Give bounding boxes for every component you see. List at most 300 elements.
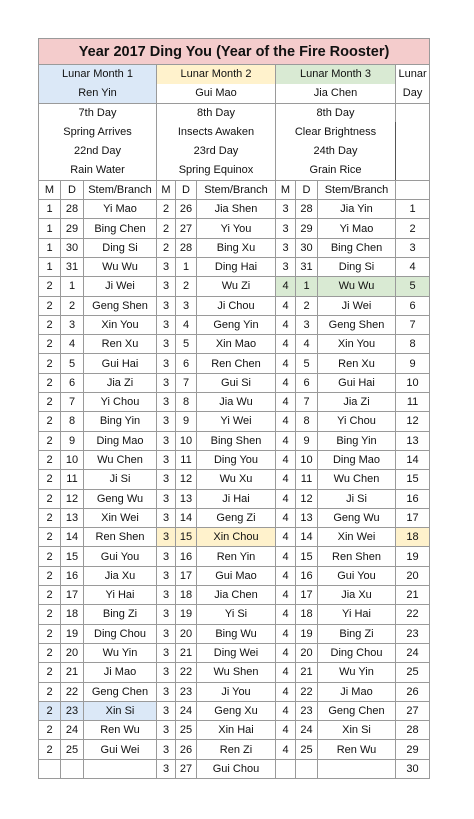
month-1-term2-name: Rain Water (39, 161, 157, 180)
month-2-day-cell: 18 (176, 586, 197, 605)
calendar-row (39, 643, 430, 662)
lunar-day-cell: 19 (396, 547, 430, 566)
calendar-row (39, 238, 430, 257)
month-3-month-cell: 4 (276, 663, 296, 682)
month-3-term1-name: Clear Brightness (276, 122, 396, 141)
month-2-day-cell: 1 (176, 257, 197, 276)
month-3-stem-branch-cell: Yi Hai (318, 605, 396, 624)
month-2-stem-branch-cell: Xin Chou (197, 528, 276, 547)
month-2-month-cell: 3 (157, 740, 176, 759)
month-1-stem-branch-cell: Ji Wei (84, 277, 157, 296)
month-1-stem-branch-cell: Jia Xu (84, 566, 157, 585)
month-2-stem-branch-cell: Ji Chou (197, 296, 276, 315)
month-2-day-cell: 16 (176, 547, 197, 566)
month-1-day-cell: 23 (61, 701, 84, 720)
month-2-stem-branch-cell: Xin Mao (197, 335, 276, 354)
month-2-day-cell: 27 (176, 759, 197, 778)
month-2-day-cell: 2 (176, 277, 197, 296)
month-1-stem-branch-cell: Bing Chen (84, 219, 157, 238)
month-3-col-sb: Stem/Branch (318, 180, 396, 199)
month-3-day-cell: 13 (296, 508, 318, 527)
month-3-month-cell: 4 (276, 721, 296, 740)
month-1-day-cell: 29 (61, 219, 84, 238)
month-1-day-cell: 12 (61, 489, 84, 508)
month-1-month-cell: 1 (39, 219, 61, 238)
month-2-day-cell: 12 (176, 470, 197, 489)
calendar-row (39, 566, 430, 585)
calendar-row (39, 663, 430, 682)
month-1-month-cell: 2 (39, 682, 61, 701)
month-1-month-cell: 2 (39, 566, 61, 585)
month-2-term1-name: Insects Awaken (157, 122, 276, 141)
month-2-month-cell: 3 (157, 296, 176, 315)
month-2-stem-branch-cell: Wu Zi (197, 277, 276, 296)
calendar-row (39, 721, 430, 740)
month-3-month-cell: 4 (276, 682, 296, 701)
month-1-stem-branch-cell: Ren Wu (84, 721, 157, 740)
month-1-day-cell: 3 (61, 315, 84, 334)
month-1-stem-branch-cell: Gui Wei (84, 740, 157, 759)
month-3-month-cell: 4 (276, 566, 296, 585)
month-3-stem-branch-cell: Geng Wu (318, 508, 396, 527)
month-3-month-cell: 4 (276, 296, 296, 315)
month-3-day-cell: 14 (296, 528, 318, 547)
month-2-col-m: M (157, 180, 176, 199)
month-2-day-cell: 4 (176, 315, 197, 334)
month-3-day-cell: 5 (296, 354, 318, 373)
month-1-month-cell: 2 (39, 508, 61, 527)
month-3-name: Lunar Month 3 (276, 65, 396, 84)
month-3-term1-day: 8th Day (276, 103, 396, 122)
calendar-row (39, 219, 430, 238)
month-1-month-cell: 2 (39, 315, 61, 334)
month-1-month-cell: 2 (39, 663, 61, 682)
month-2-month-cell: 3 (157, 566, 176, 585)
month-3-day-cell: 24 (296, 721, 318, 740)
month-2-stem-branch-cell: Ji You (197, 682, 276, 701)
month-2-day-cell: 26 (176, 200, 197, 219)
month-1-day-cell: 2 (61, 296, 84, 315)
month-2-day-cell: 7 (176, 373, 197, 392)
month-3-stem-branch-cell: Jia Zi (318, 393, 396, 412)
month-1-day-cell: 5 (61, 354, 84, 373)
month-2-day-cell: 24 (176, 701, 197, 720)
month-1-month-cell: 2 (39, 450, 61, 469)
lunar-day-col-header (396, 180, 430, 199)
month-2-month-cell: 3 (157, 470, 176, 489)
month-3-day-cell: 15 (296, 547, 318, 566)
month-1-day-cell: 14 (61, 528, 84, 547)
month-3-month-cell: 4 (276, 740, 296, 759)
calendar-row (39, 586, 430, 605)
calendar-row (39, 740, 430, 759)
month-3-stem-branch-cell: Ji Wei (318, 296, 396, 315)
month-1-stem-branch-cell: Yi Hai (84, 586, 157, 605)
page-title: Year 2017 Ding You (Year of the Fire Rooster) (39, 39, 430, 65)
month-2-day-cell: 9 (176, 412, 197, 431)
month-2-day-cell: 26 (176, 740, 197, 759)
month-1-day-cell: 16 (61, 566, 84, 585)
month-2-stem-branch-cell: Ding Hai (197, 257, 276, 276)
month-3-day-cell: 6 (296, 373, 318, 392)
month-1-stem-branch-cell: Jia Zi (84, 373, 157, 392)
month-2-day-cell: 13 (176, 489, 197, 508)
lunar-day-cell: 13 (396, 431, 430, 450)
month-2-day-cell: 21 (176, 643, 197, 662)
month-1-month-cell: 2 (39, 605, 61, 624)
month-2-month-cell: 3 (157, 257, 176, 276)
month-1-stem-branch-cell: Yi Mao (84, 200, 157, 219)
month-3-day-cell: 10 (296, 450, 318, 469)
month-2-day-cell: 25 (176, 721, 197, 740)
month-1-day-cell: 17 (61, 586, 84, 605)
month-2-day-cell: 10 (176, 431, 197, 450)
calendar-row (39, 315, 430, 334)
lunar-day-cell: 23 (396, 624, 430, 643)
month-1-month-cell: 2 (39, 701, 61, 720)
month-1-stem-branch-cell: Bing Yin (84, 412, 157, 431)
lunar-day-cell: 25 (396, 663, 430, 682)
month-2-month-cell: 3 (157, 315, 176, 334)
month-3-month-cell: 4 (276, 470, 296, 489)
calendar-row (39, 296, 430, 315)
month-1-day-cell: 31 (61, 257, 84, 276)
month-3-stem-branch-cell: Ding Chou (318, 643, 396, 662)
lunar-day-cell: 7 (396, 315, 430, 334)
month-2-day-cell: 15 (176, 528, 197, 547)
lunar-day-cell: 1 (396, 200, 430, 219)
month-3-month-cell: 4 (276, 624, 296, 643)
month-1-stem-branch-cell: Geng Wu (84, 489, 157, 508)
month-2-day-cell: 17 (176, 566, 197, 585)
month-2-month-cell: 3 (157, 354, 176, 373)
month-3-month-cell: 4 (276, 315, 296, 334)
month-1-col-sb: Stem/Branch (84, 180, 157, 199)
month-1-stem-branch-cell: Ding Chou (84, 624, 157, 643)
month-3-day-cell: 25 (296, 740, 318, 759)
month-3-stem-branch-cell: Ji Si (318, 489, 396, 508)
lunar-day-cell: 4 (396, 257, 430, 276)
calendar-row (39, 624, 430, 643)
month-2-month-cell: 3 (157, 373, 176, 392)
month-1-stem-branch-cell: Ren Xu (84, 335, 157, 354)
month-3-month-cell: 4 (276, 393, 296, 412)
month-3-month-cell: 4 (276, 701, 296, 720)
month-3-day-cell: 4 (296, 335, 318, 354)
month-2-month-cell: 3 (157, 759, 176, 778)
month-3-month-cell: 4 (276, 528, 296, 547)
calendar-row (39, 450, 430, 469)
month-3-stem-branch-cell: Yi Mao (318, 219, 396, 238)
month-1-month-cell: 2 (39, 624, 61, 643)
month-3-stem-branch-cell: Wu Wu (318, 277, 396, 296)
month-1-term1-day: 7th Day (39, 103, 157, 122)
month-1-month-cell: 2 (39, 296, 61, 315)
month-1-day-cell (61, 759, 84, 778)
calendar-row (39, 470, 430, 489)
month-2-month-cell: 3 (157, 624, 176, 643)
month-1-day-cell: 21 (61, 663, 84, 682)
lunar-day-cell: 15 (396, 470, 430, 489)
month-3-month-cell: 4 (276, 335, 296, 354)
month-3-day-cell: 30 (296, 238, 318, 257)
month-2-stem-branch-cell: Bing Shen (197, 431, 276, 450)
month-1-stem-branch-cell: Xin Wei (84, 508, 157, 527)
month-3-stem-branch-cell: Bing Zi (318, 624, 396, 643)
lunar-day-header-2: Day (396, 84, 430, 103)
lunar-day-cell: 6 (396, 296, 430, 315)
month-3-month-cell: 3 (276, 219, 296, 238)
lunar-day-cell: 2 (396, 219, 430, 238)
month-3-stem-branch-cell: Ren Wu (318, 740, 396, 759)
month-2-term2-day: 23rd Day (157, 142, 276, 161)
month-3-day-cell: 3 (296, 315, 318, 334)
lunar-day-cell: 3 (396, 238, 430, 257)
month-3-day-cell: 19 (296, 624, 318, 643)
month-3-stem-branch-cell (318, 759, 396, 778)
month-3-day-cell (296, 759, 318, 778)
month-1-month-cell: 2 (39, 277, 61, 296)
month-2-month-cell: 2 (157, 219, 176, 238)
month-1-month-cell: 2 (39, 354, 61, 373)
month-2-col-sb: Stem/Branch (197, 180, 276, 199)
month-1-stem-branch-cell: Ding Si (84, 238, 157, 257)
month-2-name: Lunar Month 2 (157, 65, 276, 84)
month-3-day-cell: 21 (296, 663, 318, 682)
month-3-month-cell: 3 (276, 238, 296, 257)
month-1-month-cell: 1 (39, 238, 61, 257)
month-3-month-cell: 4 (276, 431, 296, 450)
month-1-month-cell (39, 759, 61, 778)
month-1-col-m: M (39, 180, 61, 199)
lunar-day-cell: 20 (396, 566, 430, 585)
month-2-month-cell: 3 (157, 277, 176, 296)
lunar-day-cell: 29 (396, 740, 430, 759)
month-2-month-cell: 3 (157, 450, 176, 469)
month-2-month-cell: 2 (157, 200, 176, 219)
month-2-day-cell: 14 (176, 508, 197, 527)
month-1-day-cell: 18 (61, 605, 84, 624)
lunar-day-cell: 10 (396, 373, 430, 392)
month-3-stem-branch-cell: Ren Xu (318, 354, 396, 373)
calendar-row (39, 528, 430, 547)
month-1-stem-branch-cell (84, 759, 157, 778)
month-3-day-cell: 8 (296, 412, 318, 431)
month-3-col-m: M (276, 180, 296, 199)
month-1-day-cell: 24 (61, 721, 84, 740)
lunar-day-cell: 27 (396, 701, 430, 720)
month-2-month-cell: 3 (157, 547, 176, 566)
calendar-row (39, 759, 430, 778)
month-1-month-cell: 2 (39, 470, 61, 489)
month-2-month-cell: 3 (157, 701, 176, 720)
month-3-stem-branch-cell: Xin Si (318, 721, 396, 740)
month-3-month-cell: 4 (276, 412, 296, 431)
month-3-stem-branch-cell: Jia Xu (318, 586, 396, 605)
month-3-day-cell: 1 (296, 277, 318, 296)
month-1-month-cell: 2 (39, 431, 61, 450)
month-1-stem-branch-cell: Gui Hai (84, 354, 157, 373)
month-2-stem-branch-cell: Wu Shen (197, 663, 276, 682)
month-3-month-cell: 4 (276, 586, 296, 605)
month-2-day-cell: 5 (176, 335, 197, 354)
month-2-stem-branch-cell: Ding You (197, 450, 276, 469)
month-3-stem-branch-cell: Xin You (318, 335, 396, 354)
month-1-month-cell: 2 (39, 547, 61, 566)
calendar-row (39, 701, 430, 720)
month-3-stem-branch-cell: Wu Chen (318, 470, 396, 489)
lunar-day-cell: 22 (396, 605, 430, 624)
month-3-day-cell: 22 (296, 682, 318, 701)
lunar-day-cell: 8 (396, 335, 430, 354)
month-3-month-cell: 4 (276, 354, 296, 373)
month-3-stem-branch-cell: Gui You (318, 566, 396, 585)
month-2-stem-branch-cell: Xin Hai (197, 721, 276, 740)
month-3-day-cell: 20 (296, 643, 318, 662)
month-3-month-cell: 3 (276, 200, 296, 219)
month-2-month-cell: 3 (157, 508, 176, 527)
lunar-calendar-table (38, 38, 430, 779)
month-2-stem-branch-cell: Bing Wu (197, 624, 276, 643)
month-2-stem-branch-cell: Ren Chen (197, 354, 276, 373)
calendar-row (39, 547, 430, 566)
month-1-day-cell: 8 (61, 412, 84, 431)
month-2-stem-branch-cell: Gui Mao (197, 566, 276, 585)
month-1-stem-branch-cell: Wu Wu (84, 257, 157, 276)
month-1-month-cell: 2 (39, 528, 61, 547)
calendar-row (39, 393, 430, 412)
month-2-month-cell: 2 (157, 238, 176, 257)
month-2-month-cell: 3 (157, 489, 176, 508)
month-2-stem-branch-cell: Ding Wei (197, 643, 276, 662)
month-3-day-cell: 7 (296, 393, 318, 412)
month-3-month-cell: 4 (276, 277, 296, 296)
month-1-stem-branch-cell: Xin Si (84, 701, 157, 720)
month-1-day-cell: 25 (61, 740, 84, 759)
lunar-day-cell: 21 (396, 586, 430, 605)
month-1-stem-branch-cell: Yi Chou (84, 393, 157, 412)
month-3-day-cell: 23 (296, 701, 318, 720)
month-3-term2-name: Grain Rice (276, 161, 396, 180)
month-1-stem-branch-cell: Ding Mao (84, 431, 157, 450)
month-1-day-cell: 30 (61, 238, 84, 257)
calendar-row (39, 489, 430, 508)
month-3-day-cell: 11 (296, 470, 318, 489)
month-2-stem-branch: Gui Mao (157, 84, 276, 103)
lunar-day-spacer (396, 103, 430, 180)
month-1-month-cell: 2 (39, 373, 61, 392)
lunar-day-cell: 11 (396, 393, 430, 412)
calendar-row (39, 200, 430, 219)
calendar-row (39, 605, 430, 624)
month-1-month-cell: 1 (39, 257, 61, 276)
month-1-stem-branch-cell: Xin You (84, 315, 157, 334)
month-2-day-cell: 27 (176, 219, 197, 238)
month-1-term2-day: 22nd Day (39, 142, 157, 161)
month-2-stem-branch-cell: Geng Xu (197, 701, 276, 720)
month-3-stem-branch-cell: Gui Hai (318, 373, 396, 392)
month-1-day-cell: 22 (61, 682, 84, 701)
month-2-stem-branch-cell: Gui Si (197, 373, 276, 392)
month-2-day-cell: 3 (176, 296, 197, 315)
month-2-month-cell: 3 (157, 586, 176, 605)
month-1-month-cell: 1 (39, 200, 61, 219)
month-2-day-cell: 6 (176, 354, 197, 373)
month-3-day-cell: 9 (296, 431, 318, 450)
month-3-day-cell: 31 (296, 257, 318, 276)
lunar-day-cell: 17 (396, 508, 430, 527)
month-2-stem-branch-cell: Jia Shen (197, 200, 276, 219)
month-2-month-cell: 3 (157, 412, 176, 431)
month-3-month-cell: 4 (276, 450, 296, 469)
month-3-month-cell (276, 759, 296, 778)
month-3-month-cell: 4 (276, 373, 296, 392)
month-3-month-cell: 4 (276, 605, 296, 624)
month-3-month-cell: 4 (276, 643, 296, 662)
month-2-stem-branch-cell: Yi Wei (197, 412, 276, 431)
month-1-day-cell: 13 (61, 508, 84, 527)
lunar-day-cell: 18 (396, 528, 430, 547)
month-3-day-cell: 17 (296, 586, 318, 605)
month-3-day-cell: 12 (296, 489, 318, 508)
month-1-month-cell: 2 (39, 643, 61, 662)
lunar-day-header-1: Lunar (396, 65, 430, 84)
month-1-day-cell: 9 (61, 431, 84, 450)
month-2-stem-branch-cell: Yi You (197, 219, 276, 238)
month-2-month-cell: 3 (157, 682, 176, 701)
month-1-day-cell: 19 (61, 624, 84, 643)
month-1-stem-branch-cell: Ji Si (84, 470, 157, 489)
calendar-row (39, 354, 430, 373)
lunar-day-cell: 5 (396, 277, 430, 296)
month-3-stem-branch-cell: Ding Mao (318, 450, 396, 469)
month-3-stem-branch-cell: Ding Si (318, 257, 396, 276)
month-2-stem-branch-cell: Gui Chou (197, 759, 276, 778)
month-1-month-cell: 2 (39, 393, 61, 412)
calendar-row (39, 508, 430, 527)
month-3-stem-branch-cell: Jia Yin (318, 200, 396, 219)
month-2-col-d: D (176, 180, 197, 199)
month-3-month-cell: 4 (276, 508, 296, 527)
month-1-month-cell: 2 (39, 412, 61, 431)
calendar-row (39, 335, 430, 354)
month-2-stem-branch-cell: Yi Si (197, 605, 276, 624)
month-2-month-cell: 3 (157, 721, 176, 740)
month-1-stem-branch: Ren Yin (39, 84, 157, 103)
month-1-col-d: D (61, 180, 84, 199)
calendar-row (39, 257, 430, 276)
month-3-col-d: D (296, 180, 318, 199)
month-2-stem-branch-cell: Geng Zi (197, 508, 276, 527)
lunar-day-cell: 9 (396, 354, 430, 373)
lunar-day-cell: 16 (396, 489, 430, 508)
calendar-row (39, 277, 430, 296)
month-1-stem-branch-cell: Wu Chen (84, 450, 157, 469)
calendar-row (39, 682, 430, 701)
month-2-month-cell: 3 (157, 528, 176, 547)
month-1-day-cell: 11 (61, 470, 84, 489)
month-2-stem-branch-cell: Ji Hai (197, 489, 276, 508)
month-2-day-cell: 8 (176, 393, 197, 412)
month-1-stem-branch-cell: Ji Mao (84, 663, 157, 682)
month-2-stem-branch-cell: Jia Wu (197, 393, 276, 412)
month-1-day-cell: 6 (61, 373, 84, 392)
month-2-stem-branch-cell: Bing Xu (197, 238, 276, 257)
month-1-month-cell: 2 (39, 721, 61, 740)
month-1-stem-branch-cell: Ren Shen (84, 528, 157, 547)
month-1-stem-branch-cell: Wu Yin (84, 643, 157, 662)
month-2-stem-branch-cell: Jia Chen (197, 586, 276, 605)
